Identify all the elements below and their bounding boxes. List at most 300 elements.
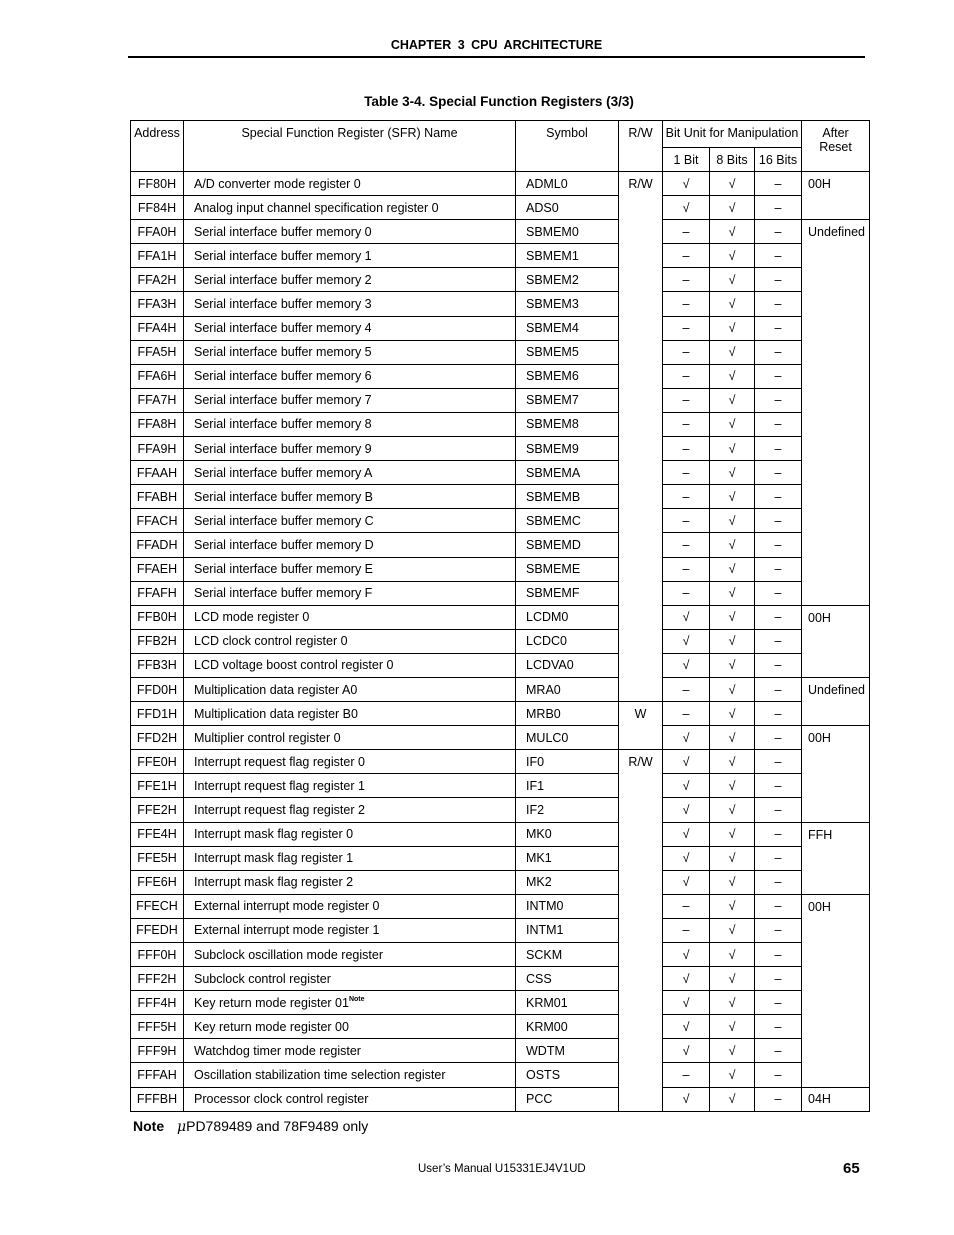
cell-1bit: √: [663, 991, 710, 1015]
cell-address: FFA8H: [131, 412, 184, 436]
cell-symbol: SBMEM8: [516, 412, 619, 436]
cell-8bits: √: [710, 292, 755, 316]
cell-16bits: –: [755, 437, 802, 461]
sfr-table: [130, 120, 870, 1112]
cell-after-reset: 00H: [802, 894, 870, 1087]
cell-8bits: √: [710, 533, 755, 557]
cell-register-name: [184, 653, 516, 677]
cell-16bits: –: [755, 268, 802, 292]
cell-register-name: [184, 557, 516, 581]
cell-address: FFD0H: [131, 677, 184, 701]
cell-address: FFF0H: [131, 943, 184, 967]
table-row: [131, 461, 870, 485]
cell-register-name: [184, 364, 516, 388]
table-row: [131, 798, 870, 822]
cell-symbol: ADML0: [516, 172, 619, 196]
cell-16bits: –: [755, 533, 802, 557]
col-header-16bits: 16 Bits: [755, 148, 802, 172]
register-name-text: Subclock oscillation mode register: [194, 947, 383, 962]
cell-8bits: √: [710, 1063, 755, 1087]
cell-after-reset: 00H: [802, 726, 870, 822]
table-row: [131, 196, 870, 220]
cell-symbol: SCKM: [516, 943, 619, 967]
table-row: [131, 220, 870, 244]
cell-8bits: √: [710, 485, 755, 509]
cell-8bits: √: [710, 774, 755, 798]
register-name-text: Analog input channel specification register 0: [194, 200, 439, 215]
cell-address: FFA4H: [131, 316, 184, 340]
cell-register-name: [184, 268, 516, 292]
cell-address: FFE5H: [131, 846, 184, 870]
register-name-text: Subclock control register: [194, 971, 331, 986]
cell-register-name: [184, 918, 516, 942]
cell-symbol: MRB0: [516, 702, 619, 726]
cell-1bit: √: [663, 726, 710, 750]
register-name-text: Serial interface buffer memory A: [194, 465, 373, 480]
cell-1bit: √: [663, 1039, 710, 1063]
register-name-text: LCD clock control register 0: [194, 634, 348, 649]
cell-symbol: SBMEMA: [516, 461, 619, 485]
cell-symbol: MK2: [516, 870, 619, 894]
cell-1bit: –: [663, 316, 710, 340]
cell-16bits: –: [755, 364, 802, 388]
table-row: [131, 677, 870, 701]
col-header-bit-unit: Bit Unit for Manipulation: [663, 121, 802, 148]
register-name-text: Watchdog timer mode register: [194, 1043, 361, 1058]
cell-16bits: –: [755, 1087, 802, 1111]
cell-address: FFAEH: [131, 557, 184, 581]
table-row: [131, 629, 870, 653]
col-header-after-reset: After Reset: [802, 121, 870, 172]
cell-8bits: √: [710, 918, 755, 942]
register-name-text: Serial interface buffer memory 2: [194, 272, 372, 287]
table-row: [131, 1015, 870, 1039]
register-name-text: Serial interface buffer memory 4: [194, 321, 372, 336]
cell-16bits: –: [755, 220, 802, 244]
register-name-text: Serial interface buffer memory 6: [194, 369, 372, 384]
cell-1bit: –: [663, 509, 710, 533]
cell-1bit: –: [663, 437, 710, 461]
register-name-text: LCD mode register 0: [194, 610, 310, 625]
cell-address: FFE0H: [131, 750, 184, 774]
cell-16bits: –: [755, 1015, 802, 1039]
cell-8bits: √: [710, 220, 755, 244]
cell-address: FFE4H: [131, 822, 184, 846]
table-row: [131, 244, 870, 268]
cell-address: FFECH: [131, 894, 184, 918]
table-row: [131, 1063, 870, 1087]
cell-register-name: [184, 581, 516, 605]
register-name-text: External interrupt mode register 0: [194, 899, 380, 914]
cell-register-name: [184, 967, 516, 991]
table-row: [131, 605, 870, 629]
table-row: [131, 702, 870, 726]
table-row: [131, 437, 870, 461]
cell-register-name: [184, 870, 516, 894]
cell-register-name: [184, 726, 516, 750]
table-row: [131, 557, 870, 581]
sfr-table-body: [131, 172, 870, 1112]
register-name-text: Multiplication data register B0: [194, 706, 358, 721]
cell-address: FFA2H: [131, 268, 184, 292]
cell-after-reset: FFH: [802, 822, 870, 894]
register-name-text: Serial interface buffer memory 3: [194, 297, 372, 312]
cell-address: FFF5H: [131, 1015, 184, 1039]
footer-manual-id: User’s Manual U15331EJ4V1UD: [418, 1163, 586, 1175]
cell-16bits: –: [755, 702, 802, 726]
cell-address: FFD2H: [131, 726, 184, 750]
cell-16bits: –: [755, 412, 802, 436]
cell-8bits: √: [710, 340, 755, 364]
cell-16bits: –: [755, 967, 802, 991]
table-row: [131, 726, 870, 750]
cell-16bits: –: [755, 894, 802, 918]
cell-after-reset: 00H: [802, 605, 870, 677]
col-header-rw: R/W: [619, 121, 663, 172]
cell-symbol: LCDM0: [516, 605, 619, 629]
cell-8bits: √: [710, 967, 755, 991]
cell-8bits: √: [710, 268, 755, 292]
register-name-text: Oscillation stabilization time selection register: [194, 1068, 446, 1083]
cell-16bits: –: [755, 292, 802, 316]
register-name-text: A/D converter mode register 0: [194, 176, 361, 191]
col-header-name: Special Function Register (SFR) Name: [184, 121, 516, 172]
cell-8bits: √: [710, 943, 755, 967]
register-name-text: Interrupt mask flag register 0: [194, 827, 354, 842]
cell-address: FFFAH: [131, 1063, 184, 1087]
cell-8bits: √: [710, 1039, 755, 1063]
cell-16bits: –: [755, 1063, 802, 1087]
cell-16bits: –: [755, 653, 802, 677]
cell-1bit: –: [663, 461, 710, 485]
table-row: [131, 316, 870, 340]
cell-register-name: [184, 196, 516, 220]
table-row: [131, 509, 870, 533]
table-row: [131, 943, 870, 967]
table-row: [131, 364, 870, 388]
table-row: [131, 653, 870, 677]
table-row: [131, 581, 870, 605]
cell-16bits: –: [755, 677, 802, 701]
cell-symbol: SBMEMD: [516, 533, 619, 557]
table-row: [131, 991, 870, 1015]
cell-symbol: SBMEM7: [516, 388, 619, 412]
cell-8bits: √: [710, 798, 755, 822]
cell-1bit: –: [663, 581, 710, 605]
cell-rw: R/W: [619, 750, 663, 1111]
cell-8bits: √: [710, 581, 755, 605]
cell-address: FFACH: [131, 509, 184, 533]
cell-register-name: [184, 605, 516, 629]
cell-16bits: –: [755, 196, 802, 220]
cell-symbol: SBMEM2: [516, 268, 619, 292]
table-row: [131, 1039, 870, 1063]
cell-1bit: –: [663, 268, 710, 292]
cell-8bits: √: [710, 364, 755, 388]
cell-address: FFF4H: [131, 991, 184, 1015]
register-name-text: Serial interface buffer memory D: [194, 537, 374, 552]
table-row: [131, 774, 870, 798]
cell-16bits: –: [755, 172, 802, 196]
cell-16bits: –: [755, 509, 802, 533]
register-name-text: Serial interface buffer memory F: [194, 586, 373, 601]
cell-16bits: –: [755, 1039, 802, 1063]
cell-symbol: SBMEM3: [516, 292, 619, 316]
cell-1bit: –: [663, 244, 710, 268]
cell-address: FFADH: [131, 533, 184, 557]
cell-8bits: √: [710, 1087, 755, 1111]
cell-after-reset: 00H: [802, 172, 870, 220]
cell-1bit: –: [663, 340, 710, 364]
cell-8bits: √: [710, 870, 755, 894]
page-number: 65: [843, 1160, 860, 1177]
cell-1bit: –: [663, 533, 710, 557]
cell-register-name: [184, 316, 516, 340]
cell-symbol: MULC0: [516, 726, 619, 750]
cell-1bit: –: [663, 292, 710, 316]
note-mu-symbol: μ: [177, 1119, 187, 1135]
cell-16bits: –: [755, 798, 802, 822]
register-name-text: Interrupt request flag register 1: [194, 778, 365, 793]
cell-1bit: √: [663, 629, 710, 653]
cell-register-name: [184, 292, 516, 316]
cell-1bit: √: [663, 798, 710, 822]
cell-16bits: –: [755, 991, 802, 1015]
cell-8bits: √: [710, 991, 755, 1015]
cell-1bit: √: [663, 196, 710, 220]
cell-8bits: √: [710, 557, 755, 581]
register-name-text: Interrupt request flag register 2: [194, 802, 365, 817]
cell-register-name: [184, 677, 516, 701]
cell-register-name: [184, 172, 516, 196]
register-name-text: External interrupt mode register 1: [194, 923, 380, 938]
cell-register-name: [184, 412, 516, 436]
table-row: [131, 172, 870, 196]
header-rule: [128, 56, 865, 58]
register-name-text: Serial interface buffer memory 7: [194, 393, 372, 408]
cell-register-name: [184, 798, 516, 822]
cell-1bit: √: [663, 967, 710, 991]
cell-address: FFB0H: [131, 605, 184, 629]
cell-after-reset: Undefined: [802, 220, 870, 606]
register-name-text: LCD voltage boost control register 0: [194, 658, 394, 673]
cell-address: FFABH: [131, 485, 184, 509]
cell-register-name: [184, 750, 516, 774]
cell-register-name: [184, 774, 516, 798]
cell-1bit: √: [663, 943, 710, 967]
cell-1bit: –: [663, 388, 710, 412]
register-name-text: Processor clock control register: [194, 1092, 369, 1107]
cell-16bits: –: [755, 581, 802, 605]
cell-8bits: √: [710, 316, 755, 340]
cell-symbol: CSS: [516, 967, 619, 991]
cell-address: FFA3H: [131, 292, 184, 316]
cell-8bits: √: [710, 437, 755, 461]
table-row: [131, 340, 870, 364]
cell-symbol: SBMEMF: [516, 581, 619, 605]
cell-16bits: –: [755, 605, 802, 629]
cell-symbol: LCDC0: [516, 629, 619, 653]
cell-symbol: KRM00: [516, 1015, 619, 1039]
cell-1bit: √: [663, 750, 710, 774]
cell-register-name: [184, 1063, 516, 1087]
cell-8bits: √: [710, 605, 755, 629]
cell-address: FFFBH: [131, 1087, 184, 1111]
table-row: [131, 412, 870, 436]
cell-symbol: WDTM: [516, 1039, 619, 1063]
table-row: [131, 1087, 870, 1111]
cell-register-name: [184, 388, 516, 412]
register-name-text: Serial interface buffer memory C: [194, 513, 374, 528]
note-text: PD789489 and 78F9489 only: [186, 1118, 369, 1134]
cell-symbol: SBMEM0: [516, 220, 619, 244]
cell-symbol: IF1: [516, 774, 619, 798]
cell-1bit: √: [663, 846, 710, 870]
cell-16bits: –: [755, 485, 802, 509]
register-name-text: Key return mode register 01: [194, 995, 349, 1010]
cell-address: FFA7H: [131, 388, 184, 412]
cell-16bits: –: [755, 461, 802, 485]
table-note: [133, 1118, 368, 1135]
cell-1bit: –: [663, 485, 710, 509]
cell-address: FFAAH: [131, 461, 184, 485]
col-header-1bit: 1 Bit: [663, 148, 710, 172]
register-name-text: Multiplication data register A0: [194, 682, 358, 697]
cell-address: FFA6H: [131, 364, 184, 388]
col-header-address: Address: [131, 121, 184, 172]
cell-16bits: –: [755, 629, 802, 653]
cell-8bits: √: [710, 677, 755, 701]
cell-symbol: INTM1: [516, 918, 619, 942]
cell-1bit: √: [663, 822, 710, 846]
cell-symbol: MK0: [516, 822, 619, 846]
cell-symbol: LCDVA0: [516, 653, 619, 677]
cell-symbol: PCC: [516, 1087, 619, 1111]
cell-8bits: √: [710, 846, 755, 870]
cell-symbol: SBMEM9: [516, 437, 619, 461]
cell-register-name: [184, 991, 516, 1015]
table-row: [131, 822, 870, 846]
cell-1bit: –: [663, 364, 710, 388]
table-row: [131, 268, 870, 292]
cell-address: FFA9H: [131, 437, 184, 461]
table-title: Table 3-4. Special Function Registers (3/3): [364, 94, 634, 109]
cell-symbol: OSTS: [516, 1063, 619, 1087]
cell-symbol: KRM01: [516, 991, 619, 1015]
cell-symbol: IF2: [516, 798, 619, 822]
cell-symbol: ADS0: [516, 196, 619, 220]
cell-symbol: SBMEM4: [516, 316, 619, 340]
cell-8bits: √: [710, 244, 755, 268]
register-name-text: Serial interface buffer memory 8: [194, 417, 372, 432]
cell-1bit: –: [663, 412, 710, 436]
table-row: [131, 894, 870, 918]
cell-8bits: √: [710, 750, 755, 774]
cell-8bits: √: [710, 509, 755, 533]
register-name-text: Serial interface buffer memory B: [194, 489, 374, 504]
cell-16bits: –: [755, 846, 802, 870]
table-row: [131, 388, 870, 412]
cell-address: FFA5H: [131, 340, 184, 364]
chapter-header: CHAPTER 3 CPU ARCHITECTURE: [390, 38, 603, 52]
register-name-text: Serial interface buffer memory E: [194, 562, 374, 577]
cell-8bits: √: [710, 172, 755, 196]
cell-symbol: SBMEMB: [516, 485, 619, 509]
register-name-text: Serial interface buffer memory 5: [194, 345, 372, 360]
cell-register-name: [184, 822, 516, 846]
cell-1bit: √: [663, 1015, 710, 1039]
cell-16bits: –: [755, 340, 802, 364]
cell-register-name: [184, 702, 516, 726]
cell-1bit: √: [663, 605, 710, 629]
cell-16bits: –: [755, 726, 802, 750]
note-label: Note: [133, 1118, 165, 1134]
cell-16bits: –: [755, 774, 802, 798]
cell-1bit: √: [663, 172, 710, 196]
cell-1bit: –: [663, 918, 710, 942]
register-name-text: Key return mode register 00: [194, 1019, 349, 1034]
cell-1bit: √: [663, 870, 710, 894]
cell-symbol: MRA0: [516, 677, 619, 701]
cell-16bits: –: [755, 244, 802, 268]
cell-register-name: [184, 894, 516, 918]
cell-symbol: MK1: [516, 846, 619, 870]
cell-16bits: –: [755, 557, 802, 581]
cell-register-name: [184, 220, 516, 244]
cell-16bits: –: [755, 822, 802, 846]
cell-register-name: [184, 340, 516, 364]
register-name-text: Interrupt request flag register 0: [194, 754, 365, 769]
cell-8bits: √: [710, 196, 755, 220]
cell-address: FFB3H: [131, 653, 184, 677]
cell-16bits: –: [755, 750, 802, 774]
cell-symbol: SBMEM1: [516, 244, 619, 268]
cell-after-reset: 04H: [802, 1087, 870, 1111]
cell-after-reset: Undefined: [802, 677, 870, 725]
cell-symbol: INTM0: [516, 894, 619, 918]
cell-symbol: SBMEM6: [516, 364, 619, 388]
cell-address: FFA0H: [131, 220, 184, 244]
cell-symbol: IF0: [516, 750, 619, 774]
cell-address: FFB2H: [131, 629, 184, 653]
table-row: [131, 870, 870, 894]
cell-8bits: √: [710, 894, 755, 918]
cell-address: FF80H: [131, 172, 184, 196]
cell-address: FFF9H: [131, 1039, 184, 1063]
cell-16bits: –: [755, 316, 802, 340]
cell-register-name: [184, 1087, 516, 1111]
cell-rw: W: [619, 702, 663, 750]
cell-symbol: SBMEME: [516, 557, 619, 581]
cell-register-name: [184, 244, 516, 268]
cell-address: FFEDH: [131, 918, 184, 942]
cell-16bits: –: [755, 870, 802, 894]
cell-symbol: SBMEM5: [516, 340, 619, 364]
cell-8bits: √: [710, 702, 755, 726]
register-name-text: Interrupt mask flag register 1: [194, 851, 354, 866]
cell-1bit: –: [663, 894, 710, 918]
cell-register-name: [184, 1015, 516, 1039]
table-row: [131, 967, 870, 991]
cell-8bits: √: [710, 1015, 755, 1039]
cell-1bit: –: [663, 220, 710, 244]
register-name-text: Serial interface buffer memory 0: [194, 224, 372, 239]
cell-address: FFA1H: [131, 244, 184, 268]
table-row: [131, 918, 870, 942]
cell-8bits: √: [710, 653, 755, 677]
cell-8bits: √: [710, 388, 755, 412]
cell-16bits: –: [755, 918, 802, 942]
